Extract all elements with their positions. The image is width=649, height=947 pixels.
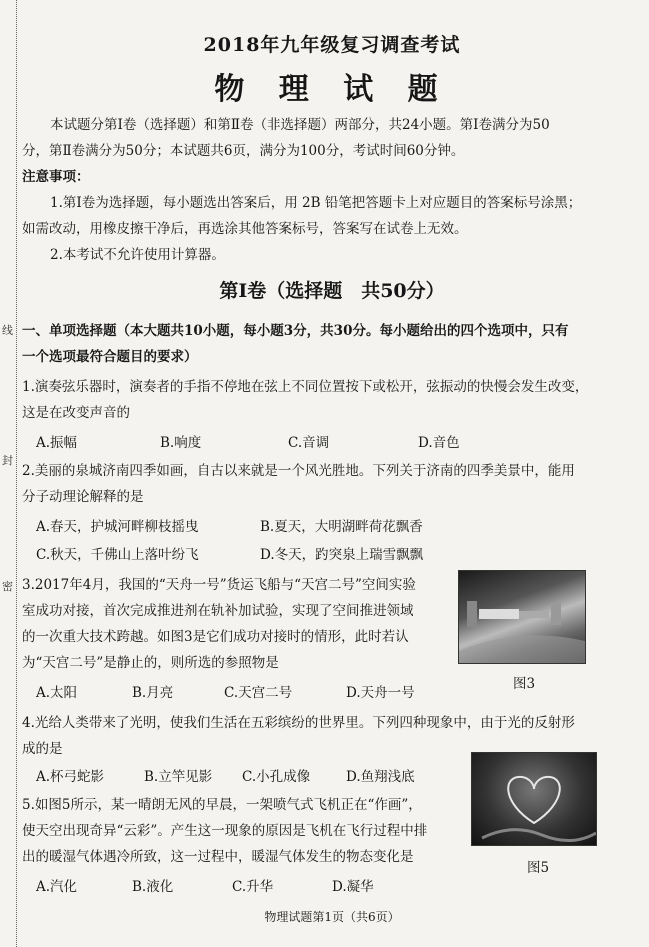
figure-3-caption: 图3: [513, 676, 536, 692]
option-a[interactable]: A.春天，护城河畔柳枝摇曳: [36, 519, 199, 535]
option-c[interactable]: C.升华: [232, 879, 274, 895]
question-stem: 使天空出现奇异“云彩”。产生这一现象的原因是飞机在飞行过程中排: [22, 823, 428, 839]
notes-item: 2.本考试不允许使用计算器。: [50, 247, 225, 263]
notes-heading: 注意事项：: [22, 169, 90, 185]
question-stem: 出的暖湿气体遇冷所致，这一过程中，暖湿气体发生的物态变化是: [22, 849, 414, 865]
option-c[interactable]: C.音调: [288, 435, 330, 451]
exam-page: [22, 0, 642, 947]
binding-char: 线: [2, 324, 13, 337]
option-c[interactable]: C.秋天，千佛山上落叶纷飞: [36, 547, 199, 563]
option-a[interactable]: A.杯弓蛇影: [36, 769, 105, 785]
question-stem: 的一次重大技术跨越。如图3是它们成功对接时的情形，此时若认: [22, 629, 409, 645]
question-stem: 3.2017年4月，我国的“天舟一号”货运飞船与“天宫二号”空间实验: [22, 577, 416, 593]
question-stem: 4.光给人类带来了光明，使我们生活在五彩缤纷的世界里。下列四种现象中，由于光的反射形: [22, 715, 575, 731]
question-stem: 1.演奏弦乐器时，演奏者的手指不停地在弦上不同位置按下或松开，弦振动的快慢会发生改变，: [22, 379, 589, 395]
notes-item: 如需改动，用橡皮擦干净后，再选涂其他答案标号，答案写在试卷上无效。: [22, 221, 468, 237]
intro-line: 分，第Ⅱ卷满分为50分；本试题共6页，满分为100分，考试时间60分钟。: [22, 143, 465, 159]
option-b[interactable]: B.立竿见影: [144, 769, 213, 785]
question-stem: 为“天宫二号”是静止的，则所选的参照物是: [22, 655, 279, 671]
option-b[interactable]: B.夏天，大明湖畔荷花飘香: [260, 519, 423, 535]
option-c[interactable]: C.小孔成像: [242, 769, 311, 785]
option-d[interactable]: D.音色: [418, 435, 460, 451]
exam-title: 2018年九年级复习调查考试: [203, 34, 461, 56]
figure-5-caption: 图5: [527, 860, 550, 876]
question-stem: 分子动理论解释的是: [22, 489, 144, 505]
question-stem: 成的是: [22, 741, 63, 757]
option-a[interactable]: A.太阳: [36, 685, 78, 701]
part-heading: 一、单项选择题（本大题共10小题，每小题3分，共30分。每小题给出的四个选项中，只有: [22, 323, 569, 339]
part-heading: 一个选项最符合题目的要求）: [22, 349, 198, 365]
question-stem: 5.如图5所示，某一晴朗无风的早晨，一架喷气式飞机正在“作画”，: [22, 797, 422, 813]
option-a[interactable]: A.汽化: [36, 879, 78, 895]
question-stem: 室成功对接，首次完成推进剂在轨补加试验，实现了空间推进领域: [22, 603, 414, 619]
binding-char: 密: [2, 580, 13, 593]
question-stem: 2.美丽的泉城济南四季如画，自古以来就是一个风光胜地。下列关于济南的四季美景中，能用: [22, 463, 575, 479]
option-b[interactable]: B.响度: [160, 435, 202, 451]
option-b[interactable]: B.月亮: [132, 685, 174, 701]
binding-line: [2, 0, 17, 947]
option-a[interactable]: A.振幅: [36, 435, 78, 451]
section-title: 第Ⅰ卷（选择题 共50分）: [219, 280, 445, 302]
question-stem: 这是在改变声音的: [22, 405, 130, 421]
binding-char: 封: [2, 454, 13, 467]
option-d[interactable]: D.鱼翔浅底: [346, 769, 415, 785]
intro-line: 本试题分第Ⅰ卷（选择题）和第Ⅱ卷（非选择题）两部分，共24小题。第Ⅰ卷满分为50: [50, 117, 550, 133]
option-c[interactable]: C.天宫二号: [224, 685, 293, 701]
subject-title: 物 理 试 题: [214, 72, 450, 107]
notes-item: 1.第Ⅰ卷为选择题，每小题选出答案后，用 2B 铅笔把答题卡上对应题目的答案标号涂黑；: [50, 195, 582, 211]
docking-illustration: [459, 571, 585, 663]
option-d[interactable]: D.天舟一号: [346, 685, 415, 701]
option-b[interactable]: B.液化: [132, 879, 174, 895]
page-footer: 物理试题第1页（共6页）: [264, 910, 400, 924]
option-d[interactable]: D.冬天，趵突泉上瑞雪飘飘: [260, 547, 424, 563]
figure-3-spacecraft-image: [458, 570, 586, 664]
option-d[interactable]: D.凝华: [332, 879, 374, 895]
